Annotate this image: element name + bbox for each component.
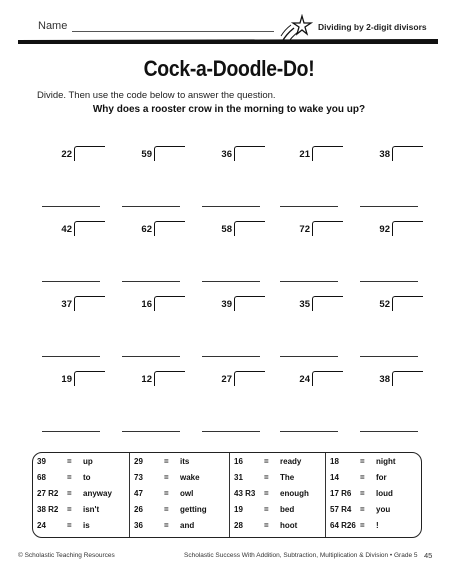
division-bracket xyxy=(154,221,185,236)
answer-line[interactable] xyxy=(42,356,100,357)
answer-line[interactable] xyxy=(122,356,180,357)
code-equals: = xyxy=(360,473,365,482)
answer-line[interactable] xyxy=(42,206,100,207)
division-problem xyxy=(126,146,186,172)
code-word: its xyxy=(180,457,190,466)
divisor: 27 xyxy=(221,374,232,385)
answer-line[interactable] xyxy=(122,206,180,207)
division-bracket xyxy=(312,146,343,161)
code-word: anyway xyxy=(83,489,112,498)
divisor: 59 xyxy=(141,149,152,160)
code-quotient: 73 xyxy=(134,473,143,482)
code-equals: = xyxy=(67,457,72,466)
code-quotient: 31 xyxy=(234,473,243,482)
code-word: hoot xyxy=(280,521,298,530)
division-problem xyxy=(206,146,266,172)
division-bracket xyxy=(234,221,265,236)
division-bracket xyxy=(312,221,343,236)
divisor: 39 xyxy=(221,299,232,310)
division-problem xyxy=(206,371,266,397)
code-equals: = xyxy=(164,473,169,482)
division-bracket xyxy=(392,296,423,311)
divisor: 22 xyxy=(61,149,72,160)
division-bracket xyxy=(392,371,423,386)
division-problem xyxy=(364,221,424,247)
division-problem xyxy=(364,146,424,172)
division-bracket xyxy=(154,146,185,161)
code-quotient: 28 xyxy=(234,521,243,530)
code-column xyxy=(325,453,422,537)
divisor: 12 xyxy=(141,374,152,385)
code-column xyxy=(129,453,230,537)
answer-line[interactable] xyxy=(202,206,260,207)
divisor: 35 xyxy=(299,299,310,310)
divisor: 58 xyxy=(221,224,232,235)
code-equals: = xyxy=(264,489,269,498)
code-equals: = xyxy=(164,521,169,530)
division-problem xyxy=(46,371,106,397)
copyright: © Scholastic Teaching Resources xyxy=(18,552,115,559)
answer-line[interactable] xyxy=(122,281,180,282)
code-word: ! xyxy=(376,521,379,530)
code-quotient: 24 xyxy=(37,521,46,530)
code-quotient: 26 xyxy=(134,505,143,514)
name-label: Name xyxy=(38,20,68,32)
code-equals: = xyxy=(264,505,269,514)
division-bracket xyxy=(74,146,105,161)
code-quotient: 27 R2 xyxy=(37,489,59,498)
answer-line[interactable] xyxy=(280,356,338,357)
divisor: 62 xyxy=(141,224,152,235)
code-quotient: 57 R4 xyxy=(330,505,352,514)
division-problem xyxy=(364,371,424,397)
code-word: for xyxy=(376,473,387,482)
answer-line[interactable] xyxy=(360,431,418,432)
division-bracket xyxy=(234,371,265,386)
code-equals: = xyxy=(67,521,72,530)
divisor: 72 xyxy=(299,224,310,235)
division-bracket xyxy=(392,146,423,161)
division-problem xyxy=(46,146,106,172)
code-word: to xyxy=(83,473,91,482)
answer-line[interactable] xyxy=(360,356,418,357)
page-title: Cock-a-Doodle-Do! xyxy=(143,56,315,81)
division-problem xyxy=(284,221,344,247)
division-problem xyxy=(206,296,266,322)
answer-line[interactable] xyxy=(280,281,338,282)
code-quotient: 38 R2 xyxy=(37,505,59,514)
division-bracket xyxy=(234,146,265,161)
code-quotient: 14 xyxy=(330,473,339,482)
topic-label: Dividing by 2-digit divisors xyxy=(318,22,427,32)
code-equals: = xyxy=(67,489,72,498)
answer-line[interactable] xyxy=(42,431,100,432)
code-equals: = xyxy=(264,457,269,466)
header-band xyxy=(18,38,438,45)
answer-code-box xyxy=(32,452,422,538)
code-quotient: 17 R6 xyxy=(330,489,352,498)
code-equals: = xyxy=(164,489,169,498)
code-quotient: 39 xyxy=(37,457,46,466)
divisor: 37 xyxy=(61,299,72,310)
answer-line[interactable] xyxy=(280,206,338,207)
code-word: isn't xyxy=(83,505,100,514)
code-word: up xyxy=(83,457,93,466)
page-number: 45 xyxy=(424,551,433,560)
answer-line[interactable] xyxy=(202,431,260,432)
divisor: 42 xyxy=(61,224,72,235)
divisor: 16 xyxy=(141,299,152,310)
code-equals: = xyxy=(264,521,269,530)
code-quotient: 19 xyxy=(234,505,243,514)
code-quotient: 18 xyxy=(330,457,339,466)
code-quotient: 29 xyxy=(134,457,143,466)
division-bracket xyxy=(312,296,343,311)
question: Why does a rooster crow in the morning to wake you up? xyxy=(92,104,366,115)
division-problem xyxy=(126,221,186,247)
code-word: The xyxy=(280,473,295,482)
division-problem xyxy=(126,371,186,397)
division-bracket xyxy=(154,296,185,311)
code-quotient: 36 xyxy=(134,521,143,530)
divisor: 24 xyxy=(299,374,310,385)
code-equals: = xyxy=(164,505,169,514)
code-word: wake xyxy=(180,473,200,482)
code-word: owl xyxy=(180,489,194,498)
division-bracket xyxy=(74,371,105,386)
instructions: Divide. Then use the code below to answer the question. xyxy=(37,90,276,101)
divisor: 38 xyxy=(379,374,390,385)
code-column xyxy=(33,453,129,537)
division-problem xyxy=(46,296,106,322)
book-title: Scholastic Success With Addition, Subtraction, Multiplication & Division • Grade 5 xyxy=(184,552,418,559)
code-word: getting xyxy=(180,505,207,514)
code-equals: = xyxy=(360,521,365,530)
divisor: 19 xyxy=(61,374,72,385)
divisor: 21 xyxy=(299,149,310,160)
code-word: loud xyxy=(376,489,393,498)
answer-line[interactable] xyxy=(280,431,338,432)
divisor: 52 xyxy=(379,299,390,310)
code-equals: = xyxy=(67,473,72,482)
answer-line[interactable] xyxy=(42,281,100,282)
divisor: 38 xyxy=(379,149,390,160)
code-word: enough xyxy=(280,489,309,498)
division-problem xyxy=(284,371,344,397)
code-quotient: 43 R3 xyxy=(234,489,256,498)
code-equals: = xyxy=(360,489,365,498)
division-bracket xyxy=(74,296,105,311)
division-problem xyxy=(284,296,344,322)
divisor: 36 xyxy=(221,149,232,160)
division-bracket xyxy=(234,296,265,311)
code-quotient: 64 R26 xyxy=(330,521,356,530)
division-problem xyxy=(284,146,344,172)
name-line xyxy=(72,31,274,32)
division-problem xyxy=(46,221,106,247)
code-equals: = xyxy=(164,457,169,466)
code-quotient: 16 xyxy=(234,457,243,466)
answer-line[interactable] xyxy=(202,281,260,282)
answer-line[interactable] xyxy=(360,281,418,282)
answer-line[interactable] xyxy=(122,431,180,432)
division-problem xyxy=(364,296,424,322)
code-equals: = xyxy=(360,505,365,514)
code-equals: = xyxy=(67,505,72,514)
code-quotient: 68 xyxy=(37,473,46,482)
answer-line[interactable] xyxy=(202,356,260,357)
code-column xyxy=(229,453,326,537)
division-bracket xyxy=(154,371,185,386)
answer-line[interactable] xyxy=(360,206,418,207)
code-word: and xyxy=(180,521,195,530)
division-problem xyxy=(126,296,186,322)
code-quotient: 47 xyxy=(134,489,143,498)
division-problem xyxy=(206,221,266,247)
code-word: you xyxy=(376,505,391,514)
code-word: bed xyxy=(280,505,295,514)
code-word: ready xyxy=(280,457,302,466)
code-word: is xyxy=(83,521,90,530)
code-equals: = xyxy=(360,457,365,466)
code-word: night xyxy=(376,457,396,466)
division-bracket xyxy=(74,221,105,236)
code-equals: = xyxy=(264,473,269,482)
division-bracket xyxy=(312,371,343,386)
divisor: 92 xyxy=(379,224,390,235)
division-bracket xyxy=(392,221,423,236)
